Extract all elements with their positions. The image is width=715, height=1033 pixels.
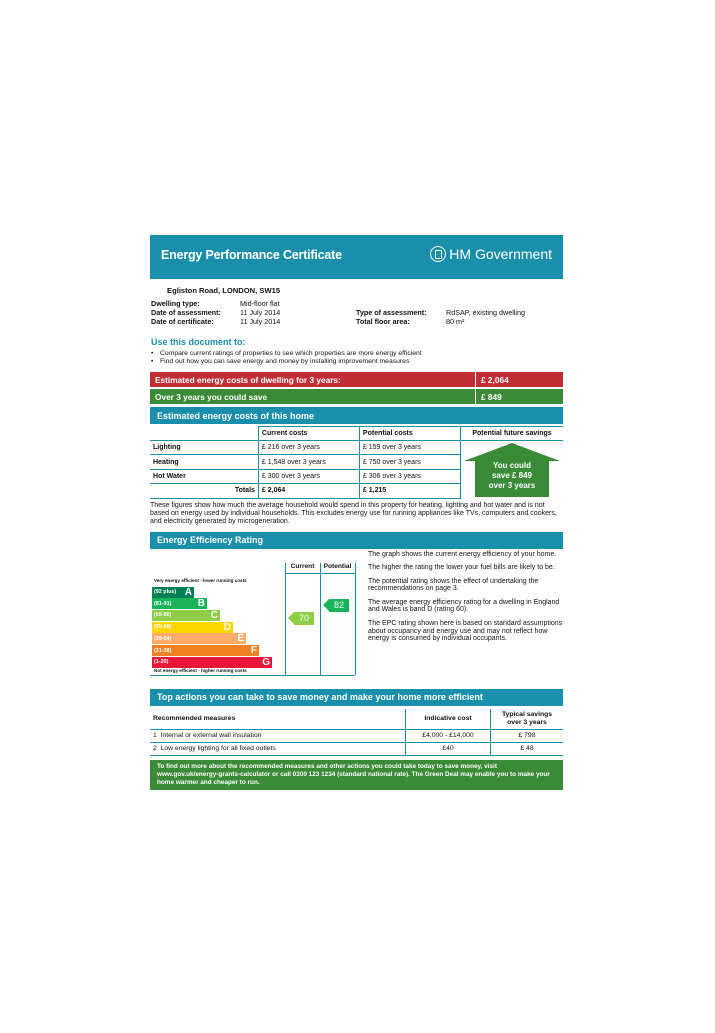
cost-cell: £40 <box>406 742 491 755</box>
table-row <box>150 742 563 755</box>
band-range: (21-38) <box>154 647 172 654</box>
row-label: Lighting <box>150 441 258 455</box>
table-header-row <box>150 427 563 441</box>
band-e <box>152 633 246 644</box>
eer-text-5: The EPC rating shown here is based on standard assumptions about occupancy and energy use and may not reflect how energy is consumed by individual occupants. <box>368 620 563 643</box>
use-document-title: Use this document to: <box>151 337 246 347</box>
measure-cell: 2 Low energy lighting for all fixed outlets <box>150 742 406 755</box>
certificate-header <box>150 235 563 279</box>
band-f <box>152 645 259 656</box>
band-letter: G <box>262 656 270 668</box>
hm-government-logo <box>430 246 552 262</box>
list-item: • Compare current ratings of properties to see which properties are more energy efficient <box>150 350 563 358</box>
type-assessment-label: Type of assessment: <box>356 308 427 317</box>
save-line-2: save £ 849 <box>491 471 533 480</box>
date-certificate-label: Date of certificate: <box>151 317 214 326</box>
band-a <box>152 587 194 598</box>
assessment-details <box>150 299 563 335</box>
band-range: (39-54) <box>154 635 172 642</box>
actions-table <box>150 709 563 756</box>
table-row <box>150 729 563 742</box>
type-assessment-value: RdSAP, existing dwelling <box>446 308 525 317</box>
eer-text-2: The higher the rating the lower your fuel bills are likely to be. <box>368 564 555 572</box>
table-row <box>150 441 563 455</box>
saving-cell: £ 48 <box>491 742 564 755</box>
green-deal-footer: To find out more about the recommended measures and other actions you could take today to save money, visit www.gov.uk/energy-grants-calculator or call 0300 123 1234 (standard national rate). The Green Deal may enable you to make your home warmer and cheaper to run. <box>150 760 563 791</box>
epc-document <box>150 235 563 790</box>
floor-area-value: 80 m² <box>446 317 465 326</box>
eer-chart <box>150 557 355 681</box>
eer-top-note: Very energy efficient - lower running costs <box>154 577 247 583</box>
house-icon <box>464 443 560 498</box>
table-header-row <box>150 709 563 730</box>
band-letter: E <box>237 633 244 645</box>
dwelling-type-value: Mid-floor flat <box>240 299 280 308</box>
band-letter: A <box>184 586 192 598</box>
total-potential: £ 1,215 <box>359 484 460 498</box>
floor-area-label: Total floor area: <box>356 317 410 326</box>
row-label: Hot Water <box>150 469 258 483</box>
use-document-list <box>150 350 563 366</box>
measure-cell: 1 Internal or external wall insulation <box>150 729 406 742</box>
gov-label: HM Government <box>449 246 552 262</box>
band-range: (92 plus) <box>154 589 177 595</box>
col-typical-savings: Typical savings over 3 years <box>491 709 564 730</box>
current-rating-arrow: 70 <box>294 612 314 625</box>
eer-text-1: The graph shows the current energy efficiency of your home. <box>368 550 557 558</box>
certificate-title: Energy Performance Certificate <box>161 248 342 262</box>
eer-explanation <box>368 551 563 649</box>
cost-cell: £4,000 - £14,000 <box>406 729 491 742</box>
eer-bottom-note: Not energy efficient - higher running costs <box>154 667 247 673</box>
potential-cost: £ 306 over 3 years <box>359 469 460 483</box>
costs-note: These figures show how much the average household would spend in this property for heating, lighting and hot water and is not based on energy used by individual households. This excludes energy use for running appliances like TVs, computers and cookers, and electricity generated by microgeneration. <box>150 501 557 525</box>
costs-table <box>150 426 563 499</box>
band-letter: D <box>223 621 231 633</box>
potential-cost: £ 750 over 3 years <box>359 455 460 469</box>
current-cost: £ 300 over 3 years <box>258 469 359 483</box>
estimated-cost-bar <box>150 372 563 387</box>
band-letter: B <box>197 598 205 610</box>
potential-cost: £ 159 over 3 years <box>359 441 460 455</box>
saving-cell: £ 798 <box>491 729 564 742</box>
crest-icon <box>430 246 446 262</box>
savings-value: £ 849 <box>475 389 563 404</box>
estimated-cost-label: Estimated energy costs of dwelling for 3 years: <box>155 374 341 385</box>
estimated-cost-value: £ 2,064 <box>475 372 563 387</box>
current-cost: £ 1,548 over 3 years <box>258 455 359 469</box>
totals-label: Totals <box>150 484 258 498</box>
band-c <box>152 610 220 621</box>
col-indicative-cost: Indicative cost <box>406 709 491 730</box>
date-certificate-value: 11 July 2014 <box>240 317 281 326</box>
band-range: (1-20) <box>154 659 169 666</box>
band-range: (55-68) <box>154 624 172 631</box>
dwelling-type-label: Dwelling type: <box>151 299 200 308</box>
eer-text-3: The potential rating shows the effect of undertaking the recommendations on page 3. <box>368 577 539 593</box>
col-potential-costs: Potential costs <box>359 427 460 441</box>
date-assessment-label: Date of assessment: <box>151 308 221 317</box>
property-address: Egliston Road, LONDON, SW15 <box>167 286 281 295</box>
current-cost: £ 216 over 3 years <box>258 441 359 455</box>
band-range: (81-91) <box>154 600 172 607</box>
eer-heading: Energy Efficiency Rating <box>150 532 563 549</box>
col-future-savings: Potential future savings <box>461 427 564 441</box>
eer-col-potential: Potential <box>323 562 352 570</box>
savings-label: Over 3 years you could save <box>155 391 268 402</box>
col-measures: Recommended measures <box>150 709 406 730</box>
date-assessment-value: 11 July 2014 <box>240 308 281 317</box>
energy-efficiency-rating <box>150 551 563 681</box>
band-letter: F <box>250 645 257 656</box>
band-b <box>152 598 207 609</box>
row-label: Heating <box>150 455 258 469</box>
band-range: (69-80) <box>154 612 172 619</box>
save-line-1: You could <box>492 461 532 470</box>
save-line-3: over 3 years <box>488 481 536 490</box>
list-item: • Find out how you can save energy and money by installing improvement measures <box>150 358 563 366</box>
costs-heading: Estimated energy costs of this home <box>150 407 563 424</box>
actions-heading: Top actions you can take to save money and make your home more efficient <box>150 689 563 706</box>
savings-bar <box>150 389 563 404</box>
savings-house <box>461 441 564 499</box>
col-current-costs: Current costs <box>258 427 359 441</box>
potential-rating-arrow: 82 <box>329 599 349 612</box>
band-g <box>152 657 272 668</box>
band-d <box>152 622 233 633</box>
eer-col-current: Current <box>290 562 315 570</box>
total-current: £ 2,064 <box>258 484 359 498</box>
band-letter: C <box>210 609 218 621</box>
eer-text-4: The average energy efficiency rating for a dwelling in England and Wales is band D (rating 60). <box>368 598 560 614</box>
